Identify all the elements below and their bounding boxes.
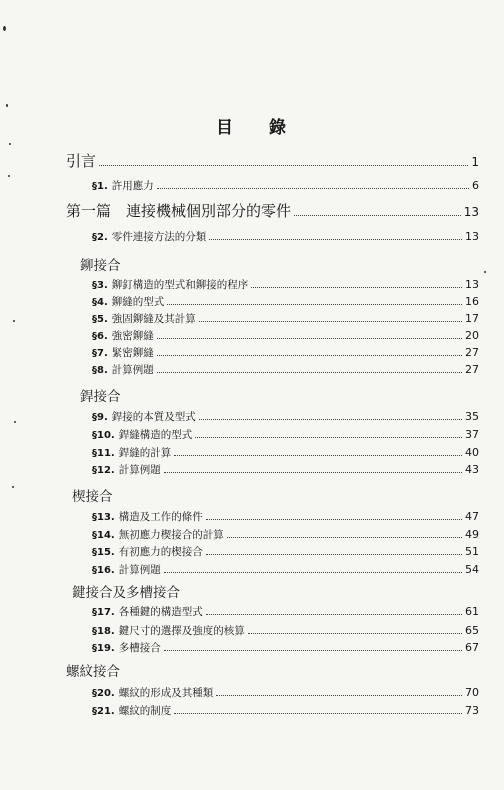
toc-entry-part1[interactable] xyxy=(66,200,479,221)
toc-entry[interactable] xyxy=(92,544,479,559)
toc-entry[interactable] xyxy=(92,362,479,377)
toc-page-number: 13 xyxy=(465,278,479,291)
scan-speck xyxy=(484,271,486,273)
leader-dots xyxy=(209,233,462,240)
section-number: §3. xyxy=(92,280,108,291)
toc-page-number: 47 xyxy=(465,510,479,523)
leader-dots xyxy=(167,298,462,305)
section-number: §20. xyxy=(92,688,115,699)
toc-entry-label: 引言 xyxy=(66,152,97,170)
toc-page-number: 17 xyxy=(465,312,479,325)
toc-entry-label: 計算例題 xyxy=(118,464,161,476)
toc-entry[interactable] xyxy=(92,462,479,477)
toc-page-number: 13 xyxy=(465,230,479,243)
leader-dots xyxy=(164,566,462,573)
section-number: §7. xyxy=(92,348,108,359)
section-number: §21. xyxy=(92,706,115,717)
section-number: §13. xyxy=(92,512,115,523)
leader-dots xyxy=(174,707,462,714)
toc-entry[interactable] xyxy=(92,703,479,718)
group-heading: 銲接合 xyxy=(80,389,121,405)
scan-speck xyxy=(6,104,8,107)
toc-entry[interactable] xyxy=(92,294,479,309)
toc-entry-label: 許用應力 xyxy=(111,180,154,192)
leader-dots xyxy=(294,206,461,216)
section-number: §18. xyxy=(92,626,115,637)
toc-page-number: 54 xyxy=(465,563,479,576)
toc-entry[interactable] xyxy=(92,345,479,360)
toc-page-number: 6 xyxy=(472,179,479,192)
scan-speck xyxy=(3,26,6,31)
leader-dots xyxy=(164,466,462,473)
leader-dots xyxy=(99,156,468,166)
toc-entry-label: 零件連接方法的分類 xyxy=(111,231,207,243)
toc-entry-label: 銲接的本質及型式 xyxy=(111,411,196,423)
toc-page-number: 37 xyxy=(465,428,479,441)
section-number: §15. xyxy=(92,547,115,558)
toc-entry-label: 強密鉚縫 xyxy=(111,330,154,342)
toc-entry[interactable] xyxy=(92,409,479,424)
scan-speck xyxy=(13,320,15,322)
toc-entry-label: 強固鉚縫及其計算 xyxy=(111,313,196,325)
toc-entry[interactable] xyxy=(92,328,479,343)
toc-page-number: 27 xyxy=(465,363,479,376)
toc-entry-label: 螺紋的形成及其種類 xyxy=(118,687,214,699)
leader-dots xyxy=(157,349,462,356)
toc-entry[interactable] xyxy=(92,623,479,638)
toc-entry-label: 緊密鉚縫 xyxy=(111,347,154,359)
toc-entry-label: 鉚縫的型式 xyxy=(111,296,165,308)
toc-entry-intro[interactable] xyxy=(66,150,479,171)
section-number: §11. xyxy=(92,448,115,459)
toc-page-number: 61 xyxy=(465,605,479,618)
section-number: §1. xyxy=(92,181,108,192)
toc-page-number: 67 xyxy=(465,641,479,654)
page-title xyxy=(0,113,504,138)
toc-entry[interactable] xyxy=(92,311,479,326)
toc-entry[interactable] xyxy=(92,427,479,442)
toc-page-number: 49 xyxy=(465,528,479,541)
toc-page-number: 20 xyxy=(465,329,479,342)
toc-entry-label: 構造及工作的條件 xyxy=(118,511,203,523)
leader-dots xyxy=(206,608,462,615)
toc-entry[interactable] xyxy=(92,277,479,292)
toc-entry-label: 多槽接合 xyxy=(118,642,161,654)
toc-page-number: 73 xyxy=(465,704,479,717)
toc-entry[interactable] xyxy=(92,509,479,524)
toc-page-number: 1 xyxy=(471,155,479,169)
toc-page-number: 51 xyxy=(465,545,479,558)
section-number: §10. xyxy=(92,430,115,441)
section-number: §5. xyxy=(92,314,108,325)
section-number: §14. xyxy=(92,530,115,541)
title-char: 目 xyxy=(216,118,235,138)
toc-entry-label: 第一篇 連接機械個別部分的零件 xyxy=(66,202,292,220)
leader-dots xyxy=(174,449,462,456)
group-heading: 鉚接合 xyxy=(80,258,121,274)
section-number: §8. xyxy=(92,365,108,376)
title-char: 錄 xyxy=(269,118,288,138)
toc-entry[interactable] xyxy=(92,445,479,460)
toc-page-number: 43 xyxy=(465,463,479,476)
leader-dots xyxy=(157,332,462,339)
toc-page-number: 13 xyxy=(463,205,479,219)
toc-page-number: 35 xyxy=(465,410,479,423)
section-number: §2. xyxy=(92,232,108,243)
toc-entry-label: 螺紋的制度 xyxy=(118,705,172,717)
toc-entry-label: 銲縫構造的型式 xyxy=(118,429,193,441)
toc-entry-s1[interactable] xyxy=(92,178,479,193)
toc-entry-label: 無初應力楔接合的計算 xyxy=(118,529,224,541)
toc-entry[interactable] xyxy=(92,527,479,542)
section-number: §16. xyxy=(92,565,115,576)
scan-speck xyxy=(14,421,16,423)
toc-page-number: 70 xyxy=(465,686,479,699)
leader-dots xyxy=(227,531,462,538)
section-number: §12. xyxy=(92,465,115,476)
toc-page-number: 65 xyxy=(465,624,479,637)
group-heading: 楔接合 xyxy=(72,489,113,505)
leader-dots xyxy=(199,315,462,322)
toc-entry-label: 各種鍵的構造型式 xyxy=(118,606,203,618)
toc-entry[interactable] xyxy=(92,562,479,577)
leader-dots xyxy=(164,644,462,651)
group-heading: 螺紋接合 xyxy=(66,664,120,680)
leader-dots xyxy=(251,281,462,288)
toc-entry-label: 有初應力的楔接合 xyxy=(118,546,203,558)
leader-dots xyxy=(216,689,462,696)
leader-dots xyxy=(206,548,462,555)
toc-page-number: 16 xyxy=(465,295,479,308)
leader-dots xyxy=(157,182,469,189)
toc-entry-label: 計算例題 xyxy=(118,564,161,576)
section-number: §9. xyxy=(92,412,108,423)
leader-dots xyxy=(199,413,462,420)
section-number: §4. xyxy=(92,297,108,308)
toc-entry-s2[interactable] xyxy=(92,229,479,244)
scan-speck xyxy=(12,486,14,488)
scan-speck xyxy=(8,175,10,177)
toc-entry[interactable] xyxy=(92,685,479,700)
toc-entry[interactable] xyxy=(92,604,479,619)
section-number: §6. xyxy=(92,331,108,342)
section-number: §17. xyxy=(92,607,115,618)
group-heading: 鍵接合及多槽接合 xyxy=(72,585,180,601)
section-number: §19. xyxy=(92,643,115,654)
toc-entry-label: 銲縫的計算 xyxy=(118,447,172,459)
toc-page-number: 40 xyxy=(465,446,479,459)
toc-entry[interactable] xyxy=(92,640,479,655)
leader-dots xyxy=(248,627,462,634)
toc-entry-label: 計算例題 xyxy=(111,364,154,376)
scan-speck xyxy=(9,143,11,145)
toc-entry-label: 鍵尺寸的選擇及強度的核算 xyxy=(118,625,245,637)
leader-dots xyxy=(206,513,462,520)
leader-dots xyxy=(195,431,462,438)
toc-entry-label: 鉚釘構造的型式和鉚接的程序 xyxy=(111,279,249,291)
leader-dots xyxy=(157,366,462,373)
toc-page-number: 27 xyxy=(465,346,479,359)
